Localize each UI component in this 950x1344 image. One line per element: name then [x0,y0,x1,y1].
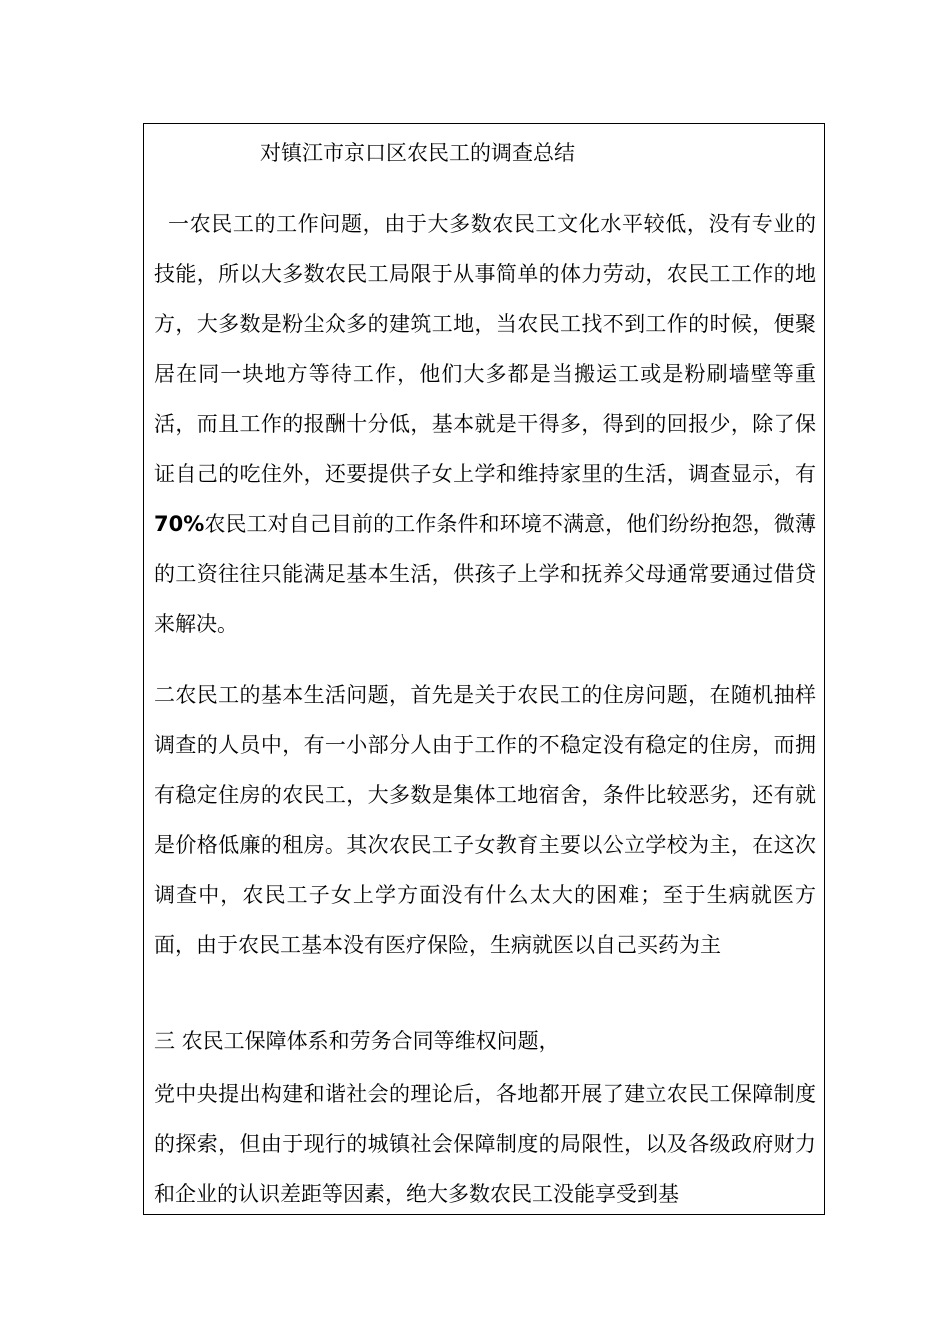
section-1-text-end: 农民工对自己目前的工作条件和环境不满意，他们纷纷抱怨，微薄的工资往往只能满足基本生活，供孩子上学和抚养父母通常要通过借贷来解决。 [154,512,816,636]
document-frame [143,123,825,1215]
section-2-paragraph: 二农民工的基本生活问题，首先是关于农民工的住房问题，在随机抽样调查的人员中，有一小部分人由于工作的不稳定没有稳定的住房，而拥有稳定住房的农民工，大多数是集体工地宿舍，条件比较恶劣，还有就是价格低廉的租房。其次农民工子女教育主要以公立学校为主，在这次调查中，农民工子女上学方面没有什么太大的困难；至于生病就医方面，由于农民工基本没有医疗保险，生病就医以自己买药为主 [154,683,816,957]
section-1-paragraph [154,199,816,649]
section-1-text-start: 一农民工的工作问题，由于大多数农民工文化水平较低，没有专业的技能，所以大多数农民工局限于从事简单的体力劳动，农民工工作的地方，大多数是粉尘众多的建筑工地，当农民工找不到工作的时候，便聚居在同一块地方等待工作，他们大多都是当搬运工或是粉刷墙壁等重活，而且工作的报酬十分低，基本就是干得多，得到的回报少，除了保证自己的吃住外，还要提供子女上学和维持家里的生活，调查显示，有 [154,212,816,486]
document-title: 对镇江市京口区农民工的调查总结 [260,141,575,165]
section-3-paragraph: 党中央提出构建和谐社会的理论后，各地都开展了建立农民工保障制度的探索，但由于现行的城镇社会保障制度的局限性，以及各级政府财力和企业的认识差距等因素，绝大多数农民工没能享受到基 [154,1082,816,1206]
survey-percentage: 70% [154,512,205,536]
section-3-heading: 三 农民工保障体系和劳务合同等维权问题， [154,1029,560,1053]
